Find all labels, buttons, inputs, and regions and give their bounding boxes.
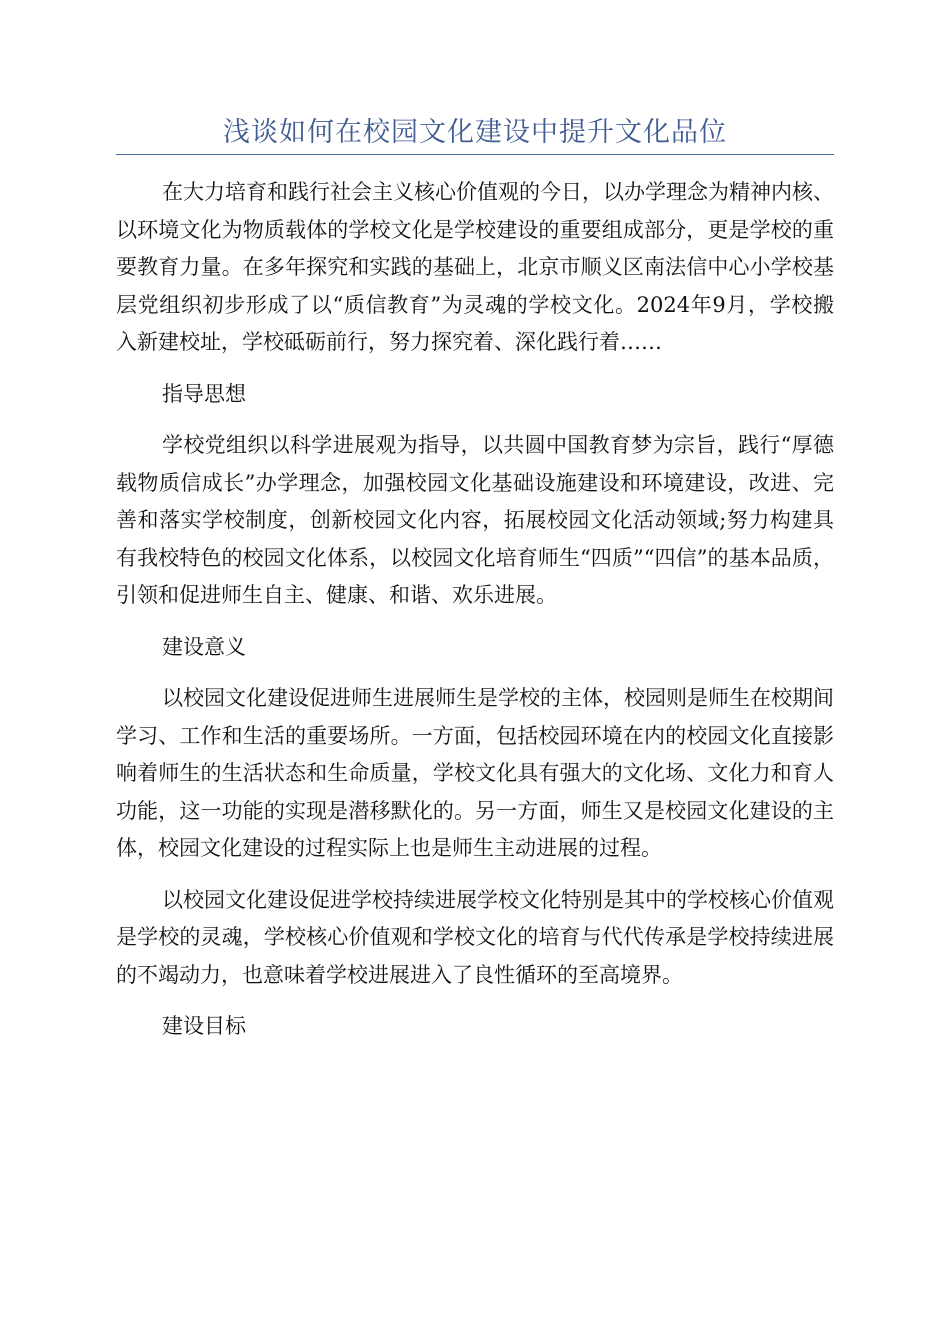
document-title: 浅谈如何在校园文化建设中提升文化品位: [223, 117, 727, 148]
guiding-ideology-paragraph: 学校党组织以科学进展观为指导，以共圆中国教育梦为宗旨，践行“厚德载物质信成长”办学理念，加强校园文化基础设施建设和环境建设，改进、完善和落实学校制度，创新校园文化内容，拓展校园文化活动领域;努力构建具有我校特色的校园文化体系，以校园文化培育师生“四质”“四信”的基本品质，引领和促进师生自主、健康、和谐、欢乐进展。: [116, 433, 834, 607]
section-heading-goals: 建设目标: [162, 1014, 246, 1038]
document-body: [116, 174, 834, 1060]
section-heading-significance: 建设意义: [162, 634, 246, 659]
intro-paragraph: 在大力培育和践行社会主义核心价值观的今日，以办学理念为精神内核、以环境文化为物质载体的学校文化是学校建设的重要组成部分，更是学校的重要教育力量。在多年探究和实践的基础上，北京市顺义区南法信中心小学校基层党组织初步形成了以“质信教育”为灵魂的学校文化。2024年9月，学校搬入新建校址，学校砥砺前行，努力探究着、深化践行着……: [116, 180, 834, 354]
section-heading-guiding-ideology: 指导思想: [162, 381, 246, 406]
significance-paragraph-2: 以校园文化建设促进学校持续进展学校文化特别是其中的学校核心价值观是学校的灵魂，学校核心价值观和学校文化的培育与代代传承是学校持续进展的不竭动力，也意味着学校进展进入了良性循环的至高境界。: [116, 887, 834, 987]
significance-paragraph-1: 以校园文化建设促进师生进展师生是学校的主体，校园则是师生在校期间学习、工作和生活的重要场所。一方面，包括校园环境在内的校园文化直接影响着师生的生活状态和生命质量，学校文化具有强大的文化场、文化力和育人功能，这一功能的实现是潜移默化的。另一方面，师生又是校园文化建设的主体，校园文化建设的过程实际上也是师生主动进展的过程。: [116, 686, 834, 860]
title-underline: [116, 154, 834, 155]
